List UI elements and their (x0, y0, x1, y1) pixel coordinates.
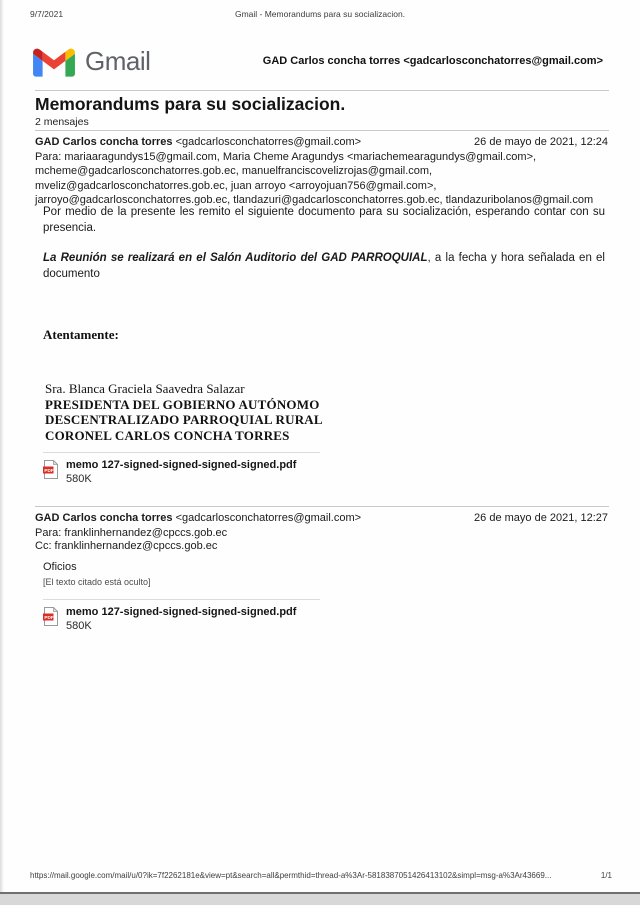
print-date: 9/7/2021 (30, 9, 64, 19)
message-date: 26 de mayo de 2021, 12:27 (474, 512, 608, 524)
scan-edge-bottom (0, 894, 640, 905)
signature-title-line-1: PRESIDENTA DEL GOBIERNO AUTÓNOMO (45, 396, 320, 412)
message-1-meeting-note (43, 251, 605, 282)
attachment-text (66, 606, 296, 633)
message-date: 26 de mayo de 2021, 12:24 (474, 136, 608, 148)
signature-title-line-3: CORONEL CARLOS CONCHA TORRES (45, 427, 290, 443)
message-1-header (35, 136, 608, 148)
divider (35, 130, 609, 131)
sender-email: <gadcarlosconchatorres@gmail.com> (175, 136, 362, 148)
closing-line: Atentamente: (43, 327, 119, 342)
message-2-recipients: Para: franklinhernandez@cpccs.gob.ec (35, 527, 228, 539)
gmail-logo-row (33, 44, 150, 78)
sender-name: GAD Carlos concha torres (35, 512, 173, 524)
attachment-divider (43, 452, 320, 453)
footer-url: https://mail.google.com/mail/u/0?ik=7f2262181e&view=pt&search=all&permthid=thread-a%3Ar-5818387051426413102&simpl=msg-a%3Ar43669... (30, 871, 552, 880)
message-2-header (35, 512, 608, 524)
attachment-size: 580K (66, 473, 92, 485)
divider (35, 90, 609, 91)
sender-email: <gadcarlosconchatorres@gmail.com> (175, 512, 362, 524)
signature-block (45, 381, 323, 443)
attachment-divider (43, 599, 320, 600)
attachment-size: 580K (66, 620, 92, 632)
message-2-body: Oficios (43, 561, 77, 573)
attachment-filename: memo 127-signed-signed-signed-signed.pdf (66, 606, 297, 618)
sender-name: GAD Carlos concha torres (35, 136, 173, 148)
scan-edge-left (0, 0, 4, 905)
page-number: 1/1 (600, 871, 612, 880)
print-page-title: Gmail - Memorandums para su socializacion. (234, 9, 406, 19)
svg-text:PDF: PDF (44, 615, 54, 620)
signature-name: Sra. Blanca Graciela Saavedra Salazar (45, 381, 245, 396)
message-2-cc: Cc: franklinhernandez@cpccs.gob.ec (35, 540, 218, 552)
signature-title-line-2: DESCENTRALIZADO PARROQUIAL RURAL (45, 412, 323, 427)
attachment-filename: memo 127-signed-signed-signed-signed.pdf (66, 459, 297, 471)
meeting-note-rest: , a la fecha y hora señalada en el documento (43, 252, 605, 280)
attachment-text (66, 459, 296, 486)
pdf-file-icon (43, 460, 58, 479)
print-header (30, 9, 610, 23)
gmail-m-icon (33, 46, 75, 77)
message-1-recipients: Para: mariaaragundys15@gmail.com, Maria Cheme Aragundys <mariachemearagundys@gmail.com>, mcheme@gadcarlosconchatorres.gob.ec, manuelfranciscovelizrojas@gmail.com, mveliz@gadcarlosconchatorres.gob.ec, juan arroyo <arroyojuan756@gmail.com>, jarroyo@gadcarlosconchatorres.gob.ec, tlandazuri@gadcarlosconchatorres.gob.ec, tlandazuribolanos@gmail.com (35, 151, 594, 206)
gmail-logo-text: Gmail (85, 45, 151, 76)
meeting-note-bold: La Reunión se realizará en el Salón Auditorio del GAD PARROQUIAL (43, 252, 428, 264)
svg-text:PDF: PDF (44, 468, 54, 473)
attachment-row (43, 606, 296, 633)
divider (35, 506, 609, 507)
thread-subject: Memorandums para su socializacion. (35, 94, 346, 114)
thread-message-count: 2 mensajes (35, 116, 89, 128)
account-email: GAD Carlos concha torres <gadcarlosconchatorres@gmail.com> (262, 55, 603, 67)
pdf-file-icon (43, 607, 58, 626)
message-1-body-paragraph: Por medio de la presente les remito el siguiente documento para su socialización, esperando contar con su presencia. (43, 206, 605, 234)
attachment-row (43, 459, 296, 486)
quoted-text-hidden-note: [El texto citado está oculto] (43, 577, 151, 587)
